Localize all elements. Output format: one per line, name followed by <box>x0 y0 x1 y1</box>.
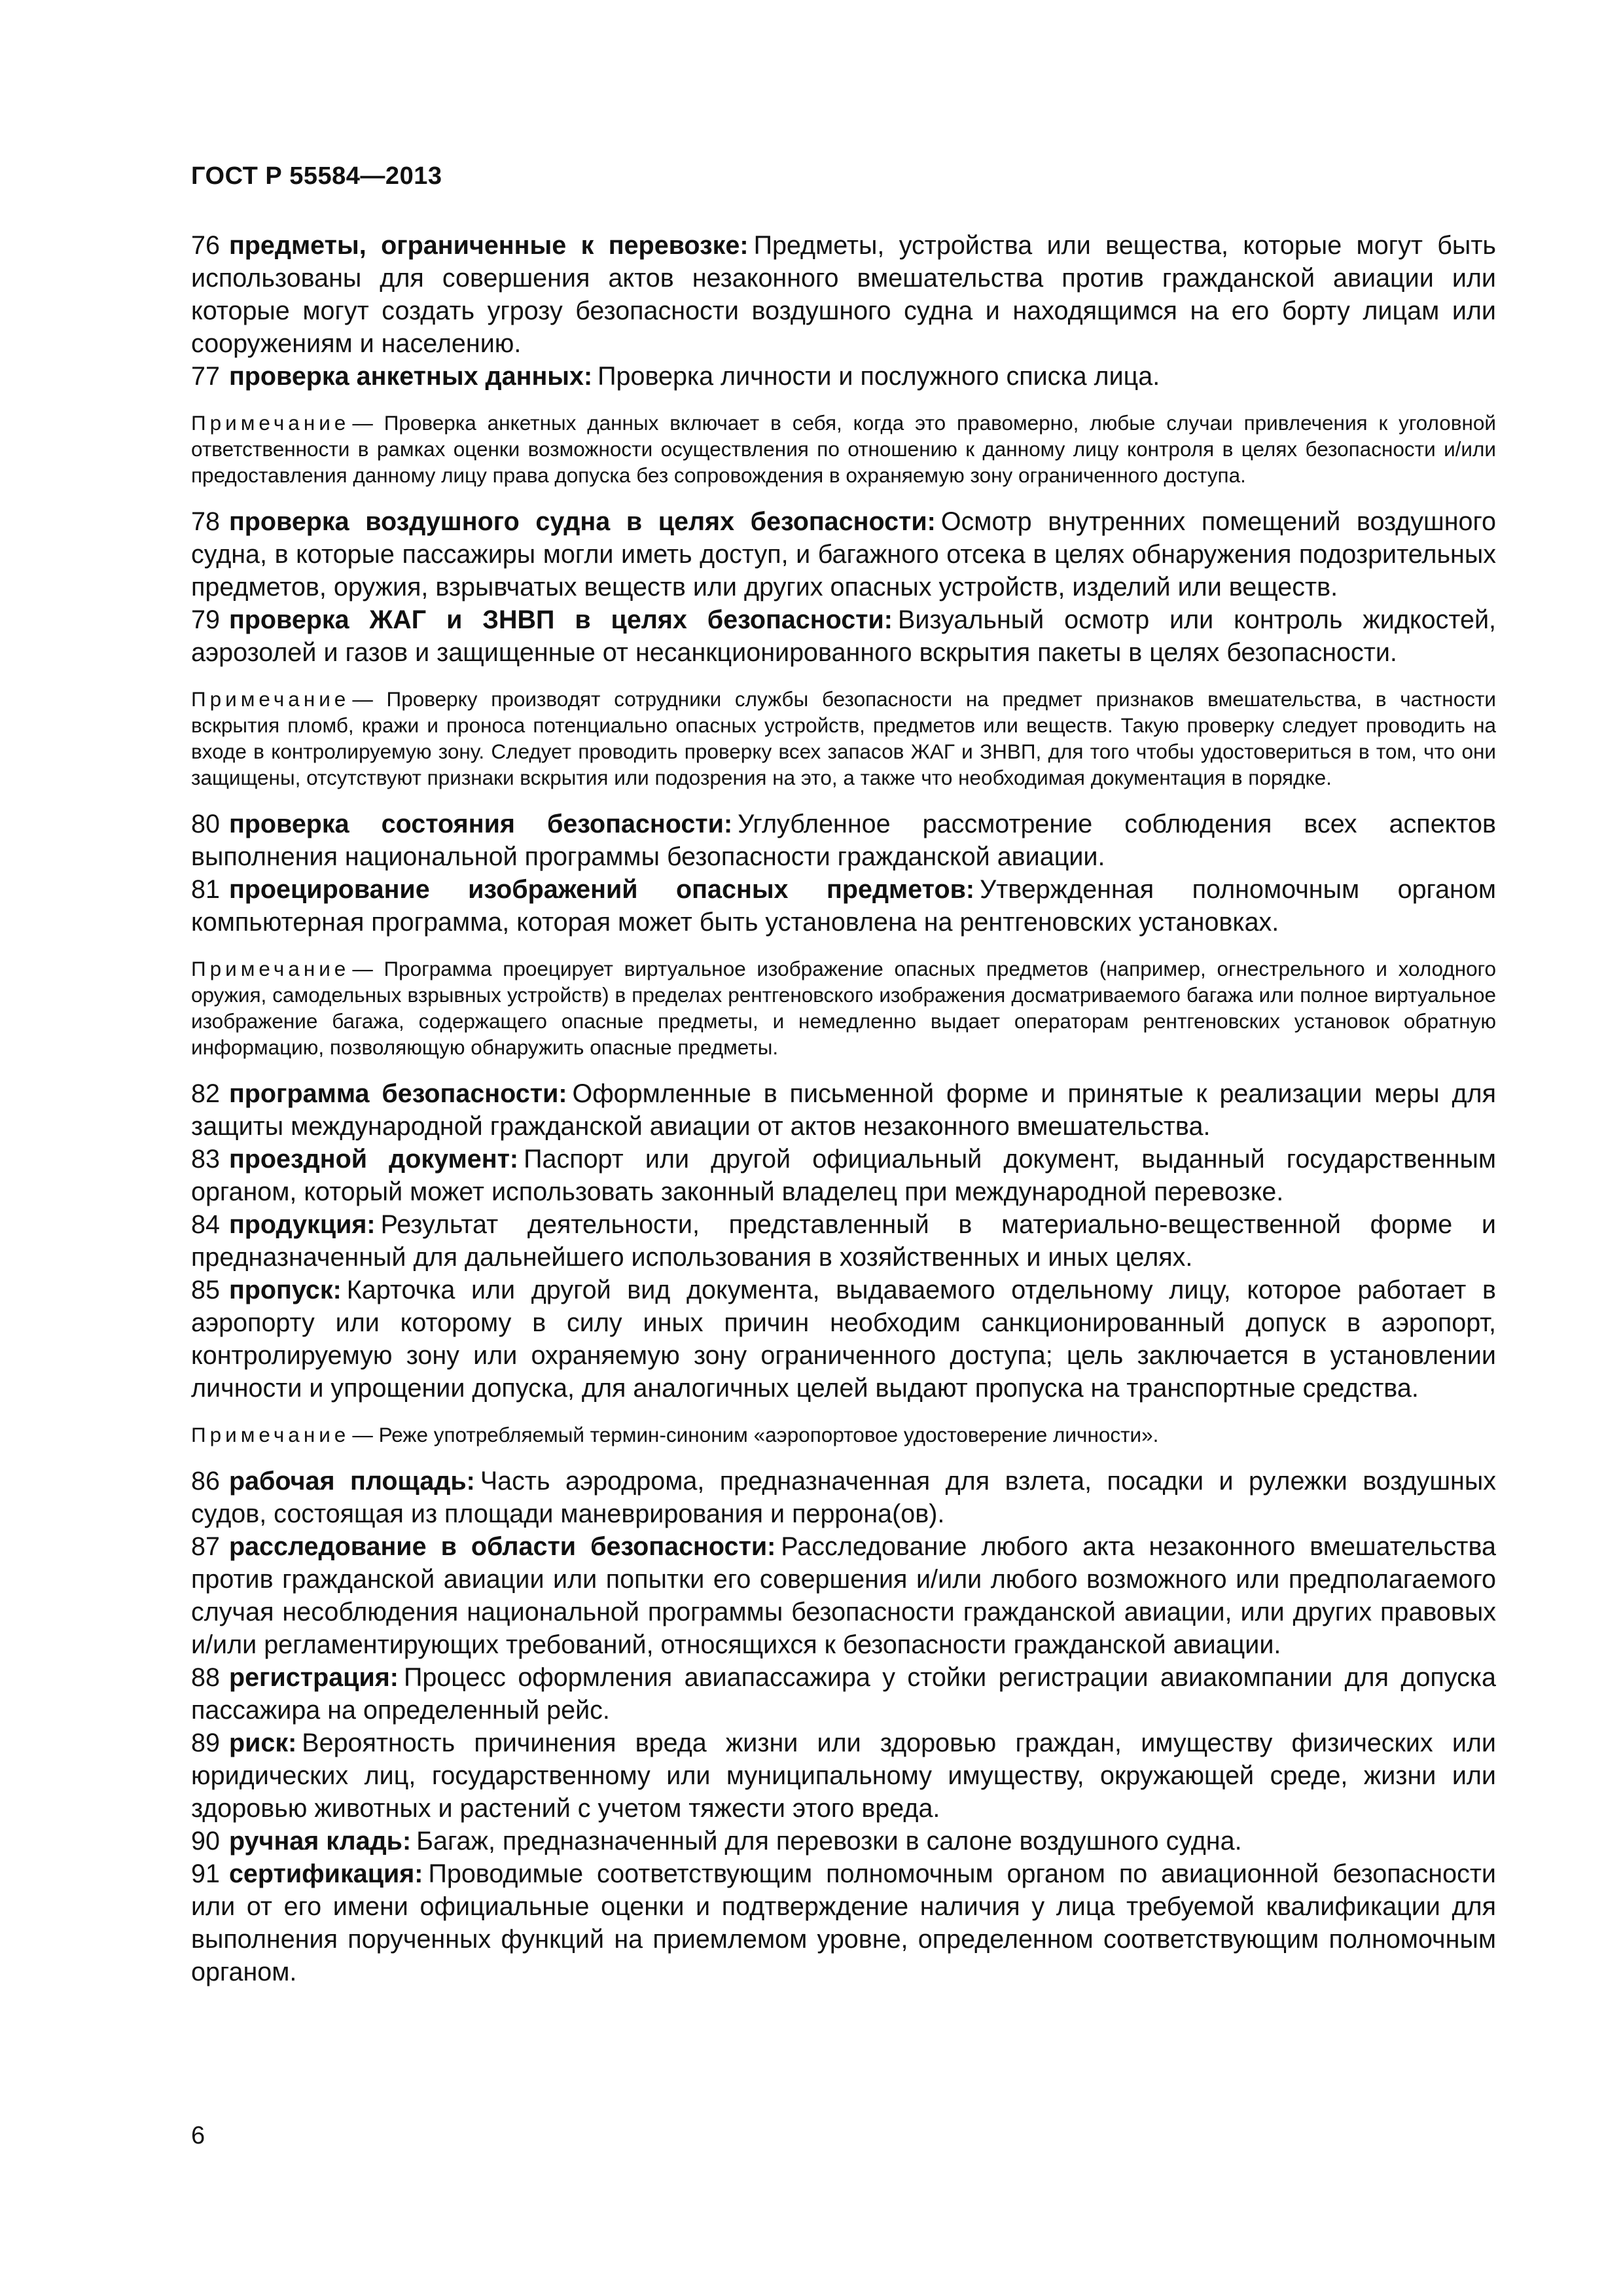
note-label: Примечание <box>191 957 350 980</box>
entry-term: рабочая площадь: <box>228 1467 475 1496</box>
entry-term: проверка состояния безопасности: <box>228 810 733 838</box>
note-label: Примечание <box>191 687 350 711</box>
entry-definition: Расследование любого акта незаконного вмешательства против гражданской авиации или попытки его совершения и/или любого возможного или предполагаемого случая несоблюдения национальной программы безопасности гражданской авиации, или других правовых и/или регламентирующих требований, относящихся к безопасности гражданской авиации. <box>191 1532 1496 1659</box>
note-79 <box>191 686 1496 791</box>
entry-number: 91 <box>191 1859 220 1888</box>
entry-number: 85 <box>191 1276 220 1304</box>
note-85 <box>191 1422 1496 1448</box>
entry-number: 79 <box>191 605 220 634</box>
term-entry-76 <box>191 229 1496 360</box>
entry-number: 88 <box>191 1663 220 1692</box>
term-entry-79 <box>191 603 1496 669</box>
term-entry-91 <box>191 1857 1496 1988</box>
term-entry-84 <box>191 1208 1496 1274</box>
entry-number: 76 <box>191 231 220 260</box>
entry-definition: Вероятность причинения вреда жизни или здоровью граждан, имуществу физических или юридических лиц, государственному или муниципальному имуществу, окружающей среде, жизни или здоровью животных и растений с учетом тяжести этого вреда. <box>191 1729 1496 1823</box>
note-text: — Проверку производят сотрудники службы безопасности на предмет признаков вмешательства, в частности вскрытия пломб, кражи и проноса потенциально опасных устройств, предметов или веществ. Такую проверку следует проводить на входе в контролируемую зону. Следует проводить проверку всех запасов ЖАГ и ЗНВП, для того чтобы удостовериться в том, что они защищены, отсутствуют признаки вскрытия или подозрения на это, а также что необходимая документация в порядке. <box>191 687 1496 789</box>
note-77 <box>191 410 1496 488</box>
note-text: — Проверка анкетных данных включает в себя, когда это правомерно, любые случаи привлечения к уголовной ответственности в рамках оценки возможности осуществления по отношению к данному лицу контроля в целях безопасности и/или предоставления данному лицу права допуска без сопровождения в охраняемую зону ограниченного доступа. <box>191 411 1496 487</box>
entry-definition: Паспорт или другой официальный документ, выданный государственным органом, который может использовать законный владелец при международной перевозке. <box>191 1145 1497 1206</box>
entry-number: 78 <box>191 507 220 536</box>
entry-number: 86 <box>191 1467 220 1496</box>
document-header: ГОСТ Р 55584—2013 <box>191 162 442 190</box>
entry-term: ручная кладь: <box>228 1827 412 1856</box>
entry-definition: Утвержденная полномочным органом компьютерная программа, которая может быть установлена на рентгеновских установках. <box>191 875 1496 937</box>
note-text: — Программа проецирует виртуальное изображение опасных предметов (например, огнестрельного и холодного оружия, самодельных взрывных устройств) в пределах рентгеновского изображения досматриваемого багажа или полное виртуальное изображение багажа, содержащего опасные предметы, и немедленно выдает операторам рентгеновских установок обратную информацию, позволяющую обнаружить опасные предметы. <box>191 957 1496 1059</box>
entry-definition: Проводимые соответствующим полномочным органом по авиационной безопасности или от его имени официальные оценки и подтверждение наличия у лица требуемой квалификации для выполнения порученных функций на приемлемом уровне, определенном соответствующим полномочным органом. <box>191 1859 1496 1986</box>
term-entry-81 <box>191 873 1496 939</box>
note-text: — Реже употребляемый термин-синоним «аэропортовое удостоверение личности». <box>352 1423 1159 1446</box>
entry-number: 83 <box>191 1145 220 1174</box>
entry-number: 89 <box>191 1729 220 1757</box>
entry-term: проверка анкетных данных: <box>228 362 593 391</box>
entry-definition: Оформленные в письменной форме и принятые к реализации меры для защиты международной гражданской авиации от актов незаконного вмешательства. <box>191 1079 1496 1141</box>
term-entry-90 <box>191 1825 1496 1857</box>
entry-number: 90 <box>191 1827 220 1856</box>
term-entry-83 <box>191 1143 1496 1208</box>
page-number: 6 <box>191 2122 205 2149</box>
note-label: Примечание <box>191 411 350 435</box>
term-entry-80 <box>191 808 1496 873</box>
entry-definition: Карточка или другой вид документа, выдаваемого отдельному лицу, которое работает в аэропорту или которому в силу иных причин необходим санкционированный допуск в аэропорт, контролируемую зону или охраняемую зону ограниченного доступа; цель заключается в установлении личности и упрощении допуска, для аналогичных целей выдают пропуска на транспортные средства. <box>191 1276 1496 1403</box>
entry-term: проецирование изображений опасных предметов: <box>228 875 975 904</box>
entry-term: пропуск: <box>228 1276 342 1304</box>
entry-number: 81 <box>191 875 220 904</box>
entry-definition: Результат деятельности, представленный в материально-вещественной форме и предназначенный для дальнейшего использования в хозяйственных и иных целях. <box>191 1210 1496 1272</box>
entry-definition: Визуальный осмотр или контроль жидкостей, аэрозолей и газов и защищенные от несанкционированного вскрытия пакеты в целях безопасности. <box>191 605 1496 667</box>
note-81 <box>191 956 1496 1060</box>
note-label: Примечание <box>191 1423 350 1446</box>
entry-number: 87 <box>191 1532 220 1561</box>
term-entry-85 <box>191 1274 1496 1405</box>
entry-definition: Багаж, предназначенный для перевозки в салоне воздушного судна. <box>416 1827 1242 1856</box>
entry-number: 82 <box>191 1079 220 1108</box>
entry-number: 77 <box>191 362 220 391</box>
term-entry-78 <box>191 505 1496 603</box>
entry-term: предметы, ограниченные к перевозке: <box>228 231 749 260</box>
entry-term: продукция: <box>228 1210 376 1239</box>
term-entry-82 <box>191 1077 1496 1143</box>
entry-term: программа безопасности: <box>228 1079 567 1108</box>
entry-term: регистрация: <box>228 1663 399 1692</box>
term-entry-77 <box>191 360 1496 393</box>
entry-definition: Углубленное рассмотрение соблюдения всех аспектов выполнения национальной программы безопасности гражданской авиации. <box>191 810 1496 871</box>
entry-term: сертификация: <box>228 1859 423 1888</box>
entry-number: 84 <box>191 1210 220 1239</box>
term-entry-88 <box>191 1661 1496 1727</box>
term-entry-87 <box>191 1530 1496 1661</box>
entry-term: проверка ЖАГ и ЗНВП в целях безопасности: <box>228 605 893 634</box>
term-entry-89 <box>191 1727 1496 1825</box>
entry-term: проездной документ: <box>228 1145 519 1174</box>
entry-definition: Предметы, устройства или вещества, которые могут быть использованы для совершения актов незаконного вмешательства против гражданской авиации или которые могут создать угрозу безопасности воздушного судна и находящимся на его борту лицам или сооружениям и населению. <box>191 231 1496 358</box>
entry-definition: Часть аэродрома, предназначенная для взлета, посадки и рулежки воздушных судов, состоящая из площади маневрирования и перрона(ов). <box>191 1467 1496 1528</box>
document-body <box>191 229 1496 1988</box>
term-entry-86 <box>191 1465 1496 1530</box>
entry-number: 80 <box>191 810 220 838</box>
entry-term: проверка воздушного судна в целях безопасности: <box>228 507 936 536</box>
entry-definition: Проверка личности и послужного списка лица. <box>597 362 1160 391</box>
entry-definition: Осмотр внутренних помещений воздушного судна, в которые пассажиры могли иметь доступ, и багажного отсека в целях обнаружения подозрительных предметов, оружия, взрывчатых веществ или других опасных устройств, изделий или веществ. <box>191 507 1496 601</box>
entry-term: расследование в области безопасности: <box>228 1532 776 1561</box>
entry-term: риск: <box>228 1729 297 1757</box>
entry-definition: Процесс оформления авиапассажира у стойки регистрации авиакомпании для допуска пассажира на определенный рейс. <box>191 1663 1496 1725</box>
